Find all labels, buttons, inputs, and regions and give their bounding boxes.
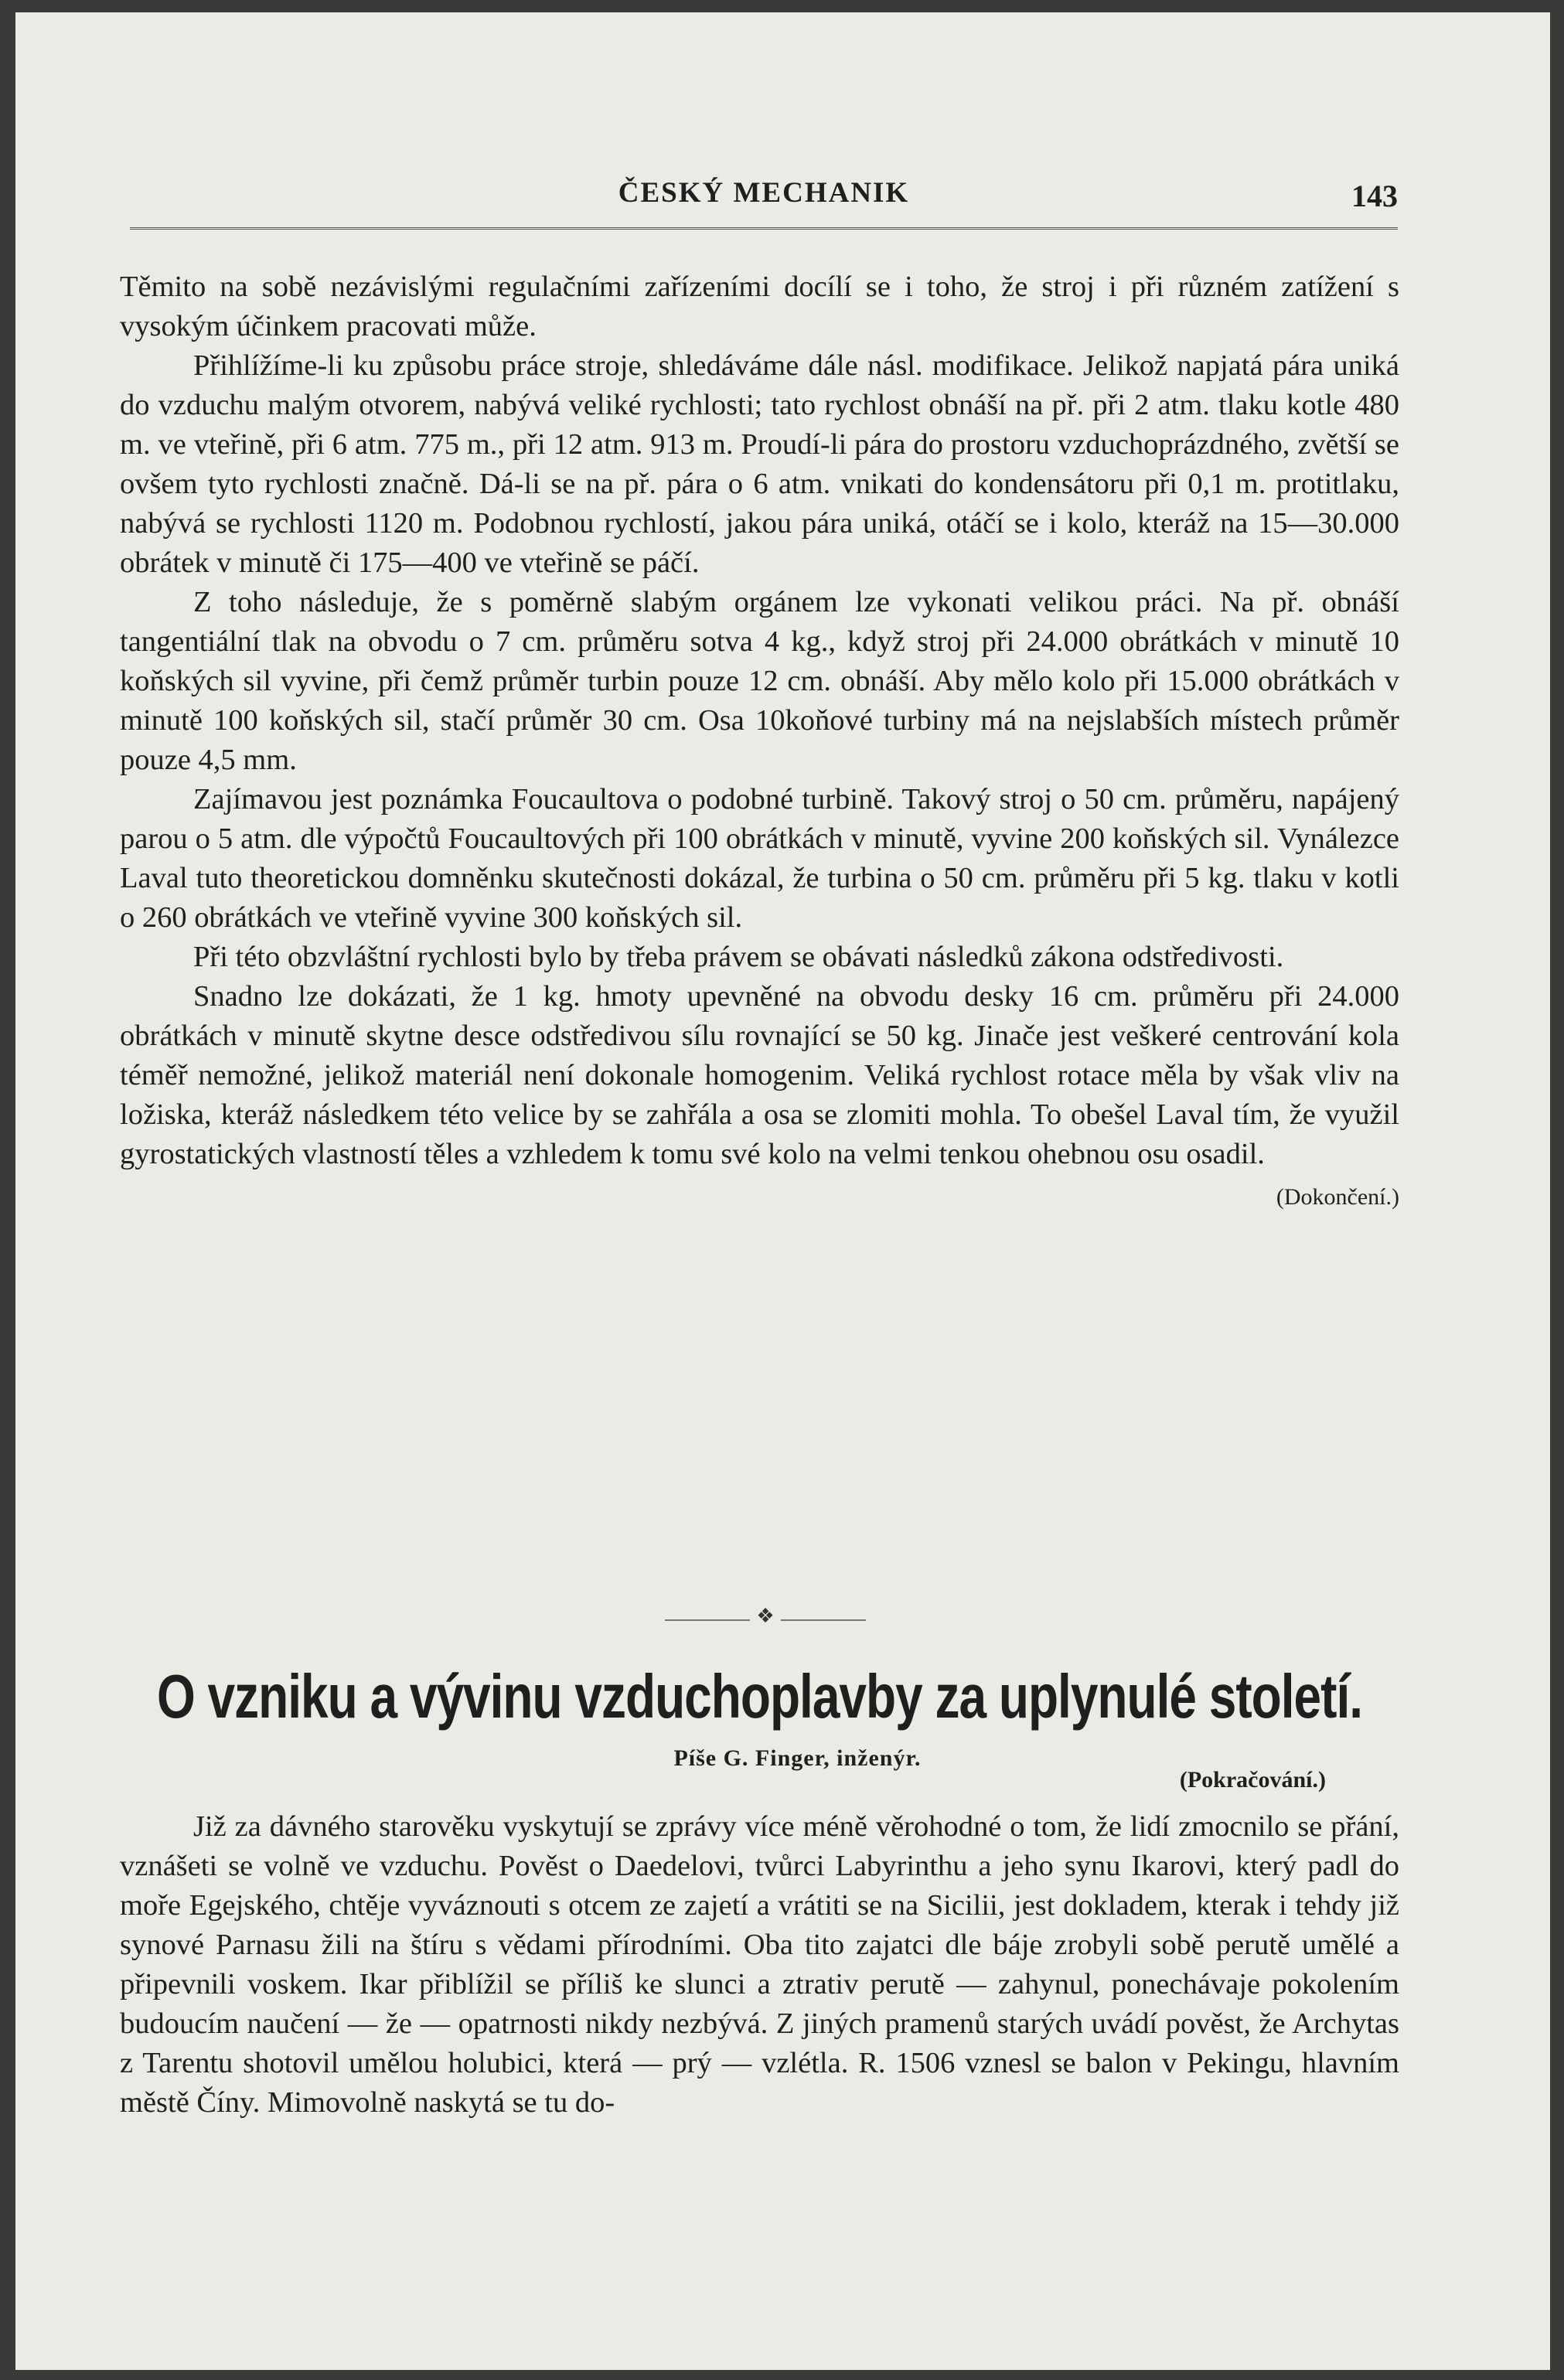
paragraph: Přihlížíme-li ku způsobu práce stroje, shledáváme dále násl. modifikace. Jelikož napjatá pára uniká do vzduchu malým otvorem, nabývá veliké rychlosti; tato rychlost obnáší na př. při 2 atm. tlaku kotle 480 m. ve vteřině, při 6 atm. 775 m., při 12 atm. 913 m. Proudí-li pára do prostoru vzduchoprázdného, zvětší se ovšem tyto rychlosti značně. Dá-li se na př. pára o 6 atm. vnikati do kondensátoru při 0,1 m. protitlaku, nabývá se rychlosti 1120 m. Podobnou rychlostí, jakou pára uniká, otáčí se i kolo, kteráž na 15—30.000 obrátek v minutě či 175—400 ve vteřině se páčí. <box>120 349 1399 579</box>
paragraph: Již za dávného starověku vyskytují se zprávy více méně věrohodné o tom, že lidí zmocnilo se přání, vznášeti se volně ve vzduchu. Pověst o Daedelovi, tvůrci Labyrinthu a jeho synu Ikarovi, který padl do moře Egejského, chtěje vyváznouti s otcem ze zajetí a vrátiti se na Sicilii, jest dokladem, kterak i tehdy již synové Parnasu žili na štíru s vědami přírodními. Oba tito zajatci dle báje zrobyli sobě perutě umělé a připevnili voskem. Ikar přiblížil se příliš ke slunci a ztrativ perutě — zahynul, ponechávaje pokolením budoucím naučení — že — opatrnosti nikdy nezbývá. Z jiných pramenů starých uvádí pověst, že Archytas z Tarentu shotovil umělou holubici, která — prý — vzlétla. R. 1506 vznesl se balon v Pekingu, hlavním městě Číny. Mimovolně naskytá se tu do- <box>120 1810 1399 2119</box>
body-text <box>120 267 1399 1217</box>
book-page <box>15 12 1550 2370</box>
paragraph: Při této obzvláštní rychlosti bylo by třeba právem se obávati následků zákona odstředivosti. <box>193 941 1284 973</box>
ornament-line-right <box>781 1619 866 1621</box>
paragraph: Z toho následuje, že s poměrně slabým orgánem lze vykonati velikou práci. Na př. obnáší tangentiální tlak na obvodu o 7 cm. průměru sotva 4 kg., když stroj při 24.000 obrátkách v minutě 10 koňských sil vyvine, při čemž průměr turbin pouze 12 cm. obnáší. Aby mělo kolo při 15.000 obrátkách v minutě 100 koňských sil, stačí průměr 30 cm. Osa 10koňové turbiny má na nejslabších místech průměr pouze 4,5 mm. <box>120 586 1399 776</box>
end-mark: (Dokončení.) <box>1276 1184 1399 1210</box>
paragraph: Těmito na sobě nezávislými regulačními zařízeními docílí se i toho, že stroj i při různém zatížení s vysokým účinkem pracovati může. <box>120 271 1399 342</box>
paragraph: Zajímavou jest poznámka Foucaultova o podobné turbině. Takový stroj o 50 cm. průměru, napájený parou o 5 atm. dle výpočtů Foucaultových při 100 obrátkách v minutě, vyvine 200 koňských sil. Vynálezce Laval tuto theoretickou domněnku skutečnosti dokázal, že turbina o 50 cm. průměru při 5 kg. tlaku v kotli o 260 obrátkách ve vteřině vyvine 300 koňských sil. <box>120 783 1399 934</box>
paragraph <box>120 977 1399 1210</box>
running-head <box>130 176 1398 223</box>
article-title: O vzniku a vývinu vzduchoplavby za uplynulé století. <box>156 1661 1363 1731</box>
continued-note: (Pokračování.) <box>1179 1767 1326 1793</box>
article-byline: Píše G. Finger, inženýr. <box>673 1745 922 1771</box>
paragraph-text: Snadno lze dokázati, že 1 kg. hmoty upevněné na obvodu desky 16 cm. průměru při 24.000 obrátkách v minutě skytne desce odstředivou sílu rovnající se 50 kg. Jinače jest veškeré centrování kola téměř nemožné, jelikož materiál není dokonale homogenim. Veliká rychlost rotace měla by však vliv na ložiska, kteráž následkem této velice by se zahřála a osa se zlomiti mohla. To obešel Laval tím, že využil gyrostatických vlastností těles a vzhledem k tomu své kolo na velmi tenkou ohebnou osu osadil. <box>120 980 1399 1170</box>
section-ornament <box>649 1605 881 1636</box>
header-rule <box>130 227 1398 230</box>
article-text <box>120 1807 1399 2123</box>
running-title: ČESKÝ MECHANIK <box>618 177 910 209</box>
page-number: 143 <box>1351 179 1398 213</box>
ornament-glyph-icon: ❖ <box>756 1605 775 1627</box>
